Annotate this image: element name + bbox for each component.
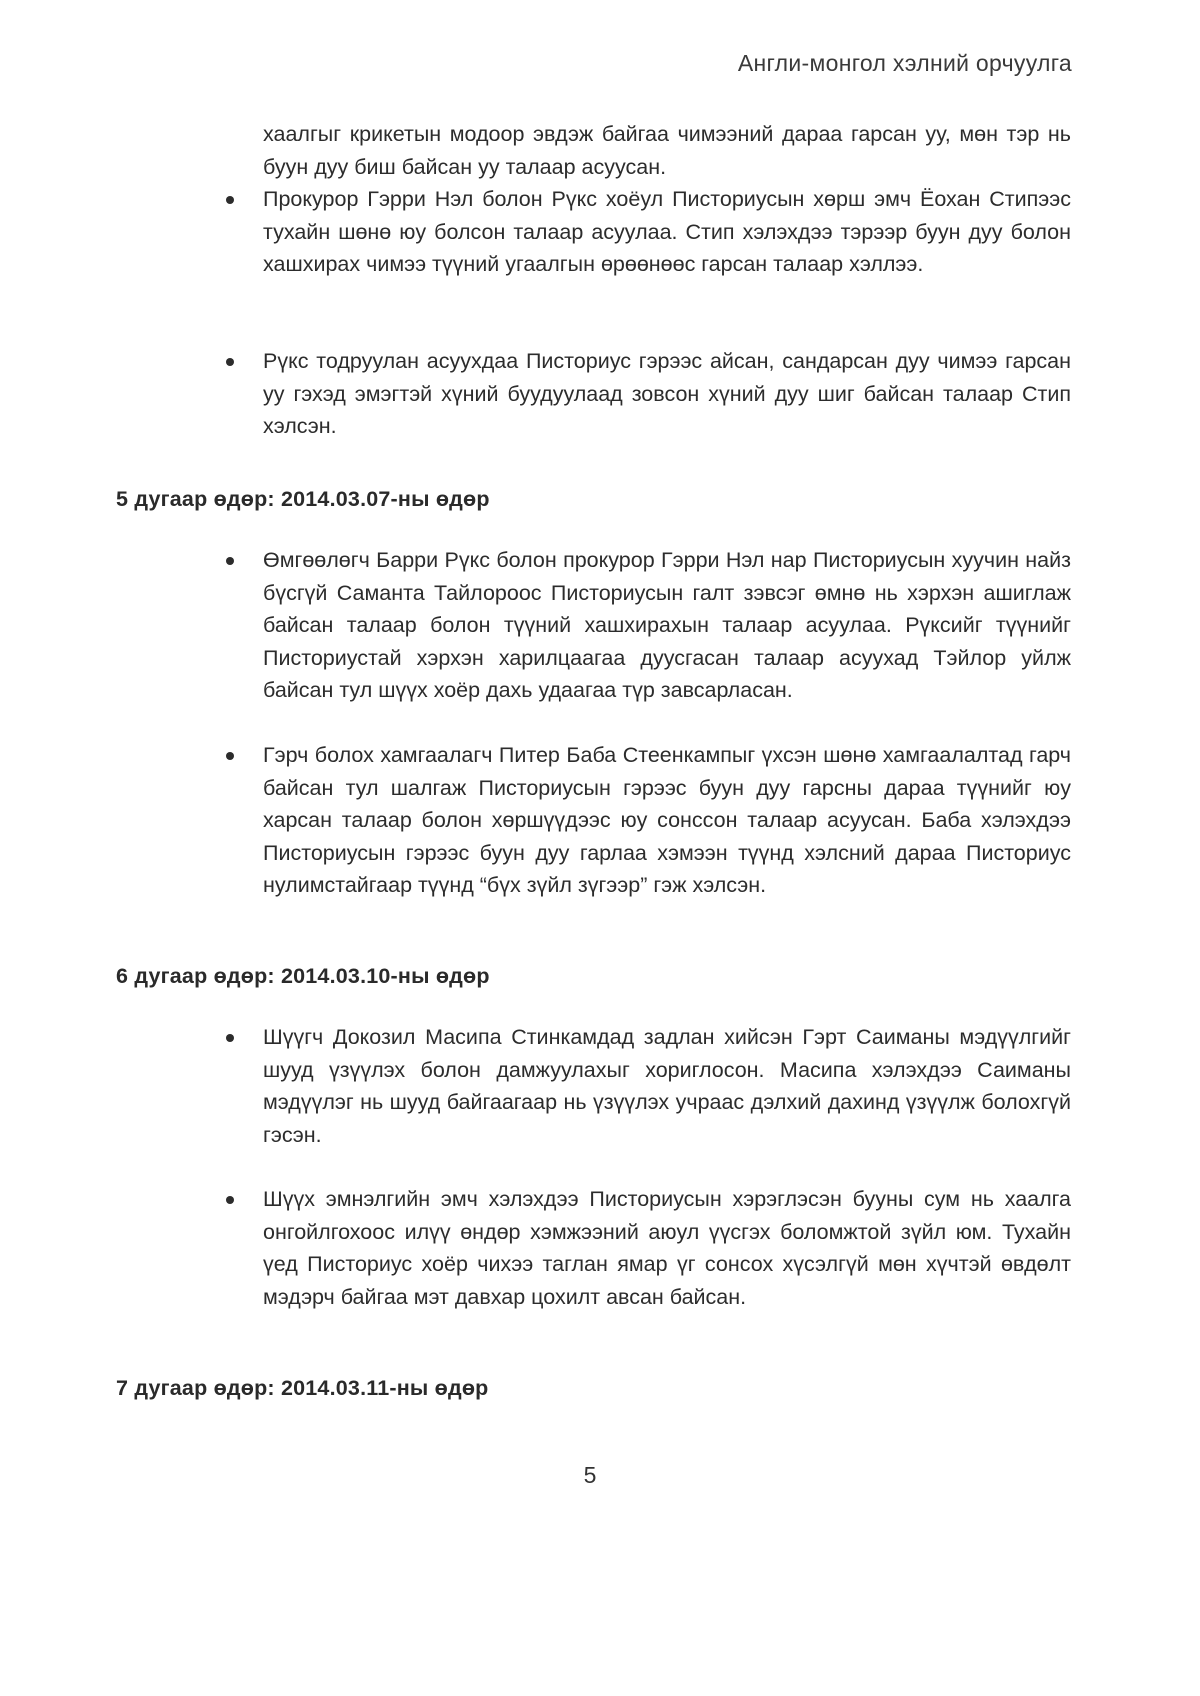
section-heading-day-6: 6 дугаар өдөр: 2014.03.10-ны өдөр (116, 964, 490, 988)
bullet-icon (226, 557, 234, 565)
section-heading-day-5: 5 дугаар өдөр: 2014.03.07-ны өдөр (116, 487, 490, 511)
page-number: 5 (583, 1462, 597, 1488)
page-header-title: Англи-монгол хэлний орчуулга (737, 50, 1072, 76)
list-item-text: Шүүх эмнэлгийн эмч хэлэхдээ Писториусын хэрэглэсэн бууны сум нь хаалга онгойлгохоос илүү өндөр хэмжээний аюул үүсгэх боломжтой зүйл юм. Тухайн үед Писториус хоёр чихээ таглан ямар үг сонсох хүсэлгүй мөн хүчтэй өвдөлт мэдэрч байгаа мэт давхар цохилт авсан байсан. (263, 1187, 1071, 1309)
section-heading-day-7: 7 дугаар өдөр: 2014.03.11-ны өдөр (116, 1376, 489, 1400)
bullet-icon (226, 196, 234, 204)
intro-paragraph: хаалгыг крикетын модоор эвдэж байгаа чимээний дараа гарсан уу, мөн тэр нь буун дуу биш байсан уу талаар асуусан. (263, 122, 1071, 179)
list-item-text: Прокурор Гэрри Нэл болон Рүкс хоёул Писториусын хөрш эмч Ёохан Стипээс тухайн шөнө юу болсон талаар асуулаа. Стип хэлэхдээ тэрээр буун дуу болон хашхирах чимээ түүний угаалгын өрөөнөөс гарсан талаар хэллээ. (263, 187, 1071, 276)
bullet-icon (226, 358, 234, 366)
list-item-text: Рүкс тодруулан асуухдаа Писториус гэрээс айсан, сандарсан дуу чимээ гарсан уу гэхэд эмэгтэй хүний буудуулаад зовсон хүний дуу шиг байсан талаар Стип хэлсэн. (263, 349, 1071, 438)
bullet-icon (226, 752, 234, 760)
list-item-text: Шүүгч Докозил Масипа Стинкамдад задлан хийсэн Гэрт Саиманы мэдүүлгийг шууд үзүүлэх болон дамжуулахыг хориглосон. Масипа хэлэхдээ Саиманы мэдүүлэг нь шууд байгаагаар нь үзүүлэх учраас дэлхий дахинд үзүүлж болохгүй гэсэн. (263, 1025, 1071, 1147)
bullet-icon (226, 1034, 234, 1042)
list-item-text: Гэрч болох хамгаалагч Питер Баба Стеенкампыг үхсэн шөнө хамгаалалтад гарч байсан тул шалгаж Писториусын гэрээс буун дуу гарсны дараа түүнийг юу харсан талаар болон хөршүүдээс юу сонссон талаар асуусан. Баба хэлэхдээ Писториусын гэрээс буун дуу гарлаа хэмээн түүнд хэлсний дараа Писториус нулимстайгаар түүнд “бүх зүйл зүгээр” гэж хэлсэн. (263, 743, 1071, 897)
bullet-icon (226, 1196, 234, 1204)
list-item-text: Өмгөөлөгч Барри Рүкс болон прокурор Гэрри Нэл нар Писториусын хуучин найз бүсгүй Саманта Тайлороос Писториусын галт зэвсэг өмнө нь хэрхэн ашиглаж байсан талаар болон түүний хашхирахын талаар асуулаа. Рүксийг түүнийг Писториустай хэрхэн харилцаагаа дуусгасан талаар асуухад Тэйлор уйлж байсан тул шүүх хоёр дахь удаагаа түр завсарласан. (263, 548, 1071, 702)
